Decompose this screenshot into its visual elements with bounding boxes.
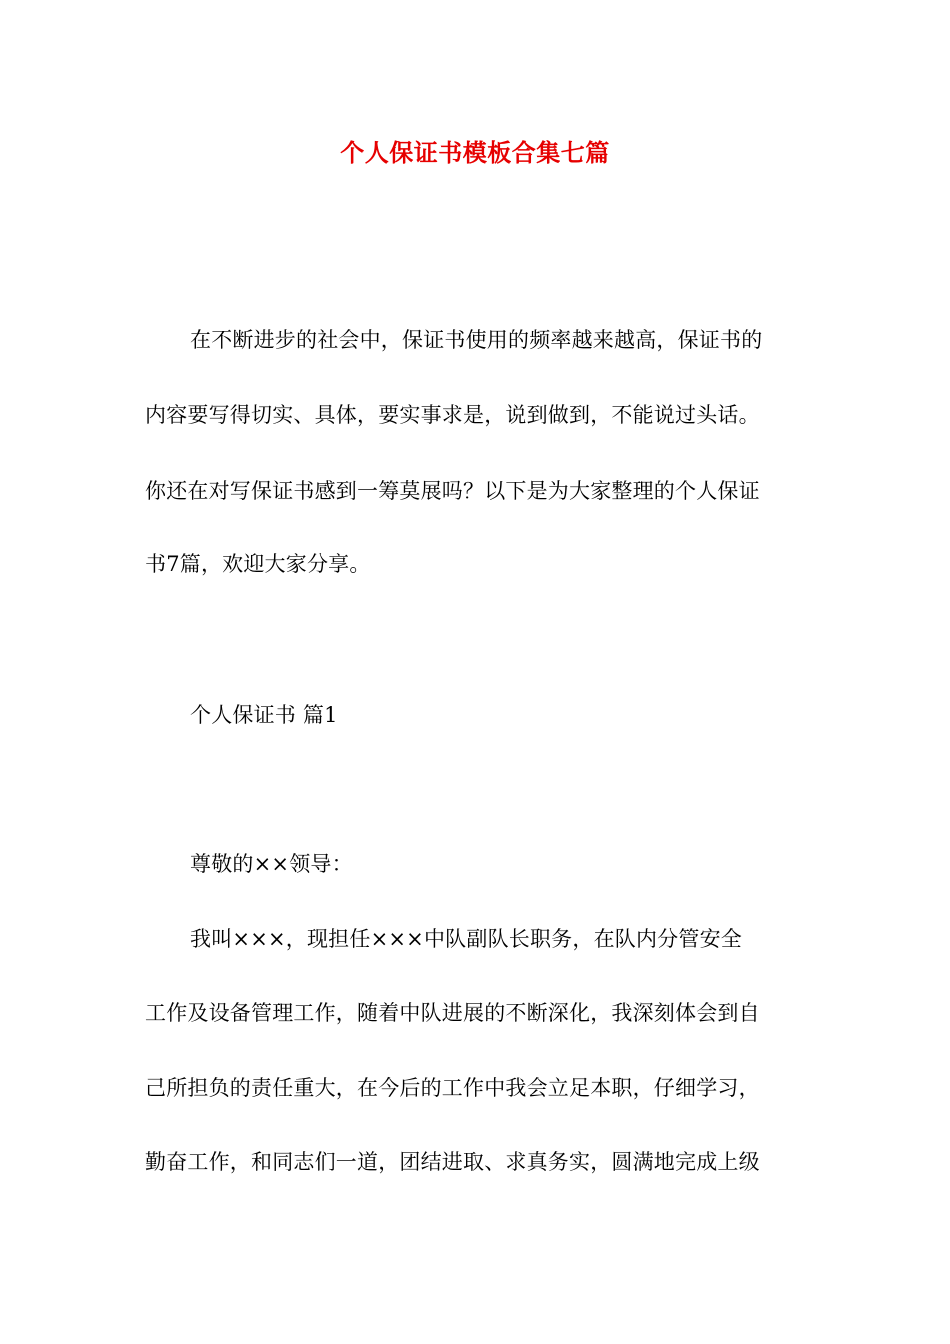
body-line-4: 勤奋工作，和同志们一道，团结进取、求真务实，圆满地完成上级 <box>145 1150 760 1174</box>
document-title: 个人保证书模板合集七篇 <box>340 138 610 167</box>
intro-line-4: 书7篇，欢迎大家分享。 <box>145 552 371 576</box>
body-line-3: 己所担负的责任重大，在今后的工作中我会立足本职，仔细学习， <box>145 1076 760 1100</box>
body-line-1: 我叫×××，现担任×××中队副队长职务，在队内分管安全 <box>190 927 742 951</box>
intro-line-1: 在不断进步的社会中，保证书使用的频率越来越高，保证书的 <box>190 328 763 352</box>
section-heading: 个人保证书 篇1 <box>190 703 338 727</box>
intro-line-2: 内容要写得切实、具体，要实事求是，说到做到，不能说过头话。 <box>145 403 760 427</box>
salutation: 尊敬的××领导： <box>190 852 353 876</box>
body-line-2: 工作及设备管理工作，随着中队进展的不断深化，我深刻体会到自 <box>145 1001 760 1025</box>
intro-line-3: 你还在对写保证书感到一筹莫展吗？以下是为大家整理的个人保证 <box>145 479 760 503</box>
